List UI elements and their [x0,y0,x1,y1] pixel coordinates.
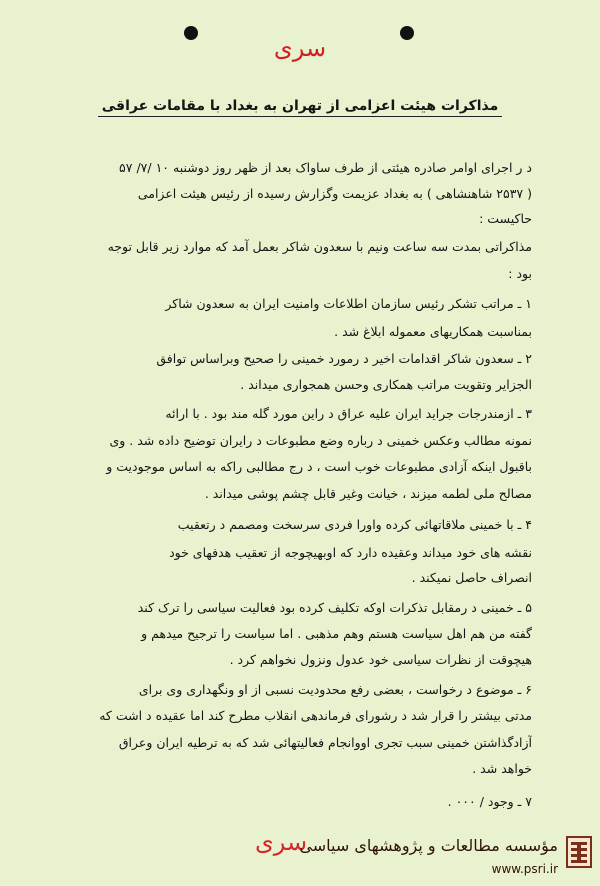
body-line: ۵ ـ خمینی د رمقابل تذکرات اوکه تکلیف کرده بود فعالیت سیاسی را ترک کند [137,600,532,615]
document-title [0,98,600,114]
institute-logo-icon [566,836,592,868]
body-line: مدتی بیشتر را قرار شد د رشورای فرماندهی انقلاب مطرح کند اما عقیده د اشت که [99,708,532,723]
body-line: مصالح ملی لطمه میزند ، خیانت وغیر قابل چشم پوشی میداند . [204,486,532,501]
body-line: آزادگذاشتن خمینی سبب تجری اووانجام فعالیتهائی شد که به ترطیه ایران وعراق [118,735,532,750]
body-line: بود : [508,266,532,281]
body-line: ۲ ـ سعدون شاکر اقدامات اخیر د رمورد خمینی را صحیح وبراساس توافق [156,351,532,366]
institute-website: www.psri.ir [491,862,558,876]
body-line: بمناسبت همکاریهای معموله ابلاغ شد . [334,324,532,339]
institute-name: مؤسسه مطالعات و پژوهشهای سیاسی [299,836,558,855]
body-line: ۷ ـ وجود / ۰۰۰ . [447,794,532,809]
body-line: ۶ ـ موضوع د رخواست ، بعضی رفع محدودیت نسبی از او ونگهداری وی برای [138,682,532,697]
body-line: گفته من هم اهل سیاست هستم وهم مذهبی . اما سیاست را ترجیح میدهم و [141,626,532,641]
document-title-text: مذاکرات هیئت اعزامی از تهران به بغداد با مقامات عراقی [98,98,503,117]
classification-stamp-top: سری [273,34,327,62]
body-line: نقشه های خود میداند وعقیده دارد که اوبهیچوجه از تعقیب هدفهای خود [169,545,532,560]
body-line: باقبول اینکه آزادی مطبوعات خوب است ، د رج مطالبی راکه به اساس موجودیت و [106,459,532,474]
body-line: الجزایر وتقویت مراتب همکاری وحسن همجواری میداند . [240,377,532,392]
body-line: مذاکراتی بمدت سه ساعت ونیم با سعدون شاکر بعمل آمد که موارد زیر قابل توجه [107,239,532,254]
body-line: خواهد شد . [472,761,532,776]
body-line: هیچوقت از نظرات سیاسی خود عدول ونزول نخواهم کرد . [229,652,532,667]
body-line: نمونه مطالب وعکس خمینی د رباره وضع مطبوعات د رایران توضیح داده شد . وی [109,433,532,448]
classification-stamp-bottom: سری [255,828,308,856]
body-line: ۳ ـ ازمندرجات جراید ایران علیه عراق د راین مورد گله مند بود . با ارائه [165,406,532,421]
body-line: حاکیست : [479,211,532,226]
body-line: ۱ ـ مراتب تشکر رئیس سازمان اطلاعات وامنیت ایران به سعدون شاکر [165,296,532,311]
body-line: ۴ ـ با خمینی ملاقاتهائی کرده واورا فردی سرسخت ومصمم د رتعقیب [177,517,532,532]
body-line: ( ۲۵۳۷ شاهنشاهی ) به بغداد عزیمت وگزارش رسیده از رئیس هیئت اعزامی [137,186,532,201]
body-line: د ر اجرای اوامر صادره هیئتی از طرف ساواک بعد از ظهر روز دوشنبه ۱۰ /۷/ ۵۷ [119,160,532,175]
body-line: انصراف حاصل نمیکند . [411,570,532,585]
